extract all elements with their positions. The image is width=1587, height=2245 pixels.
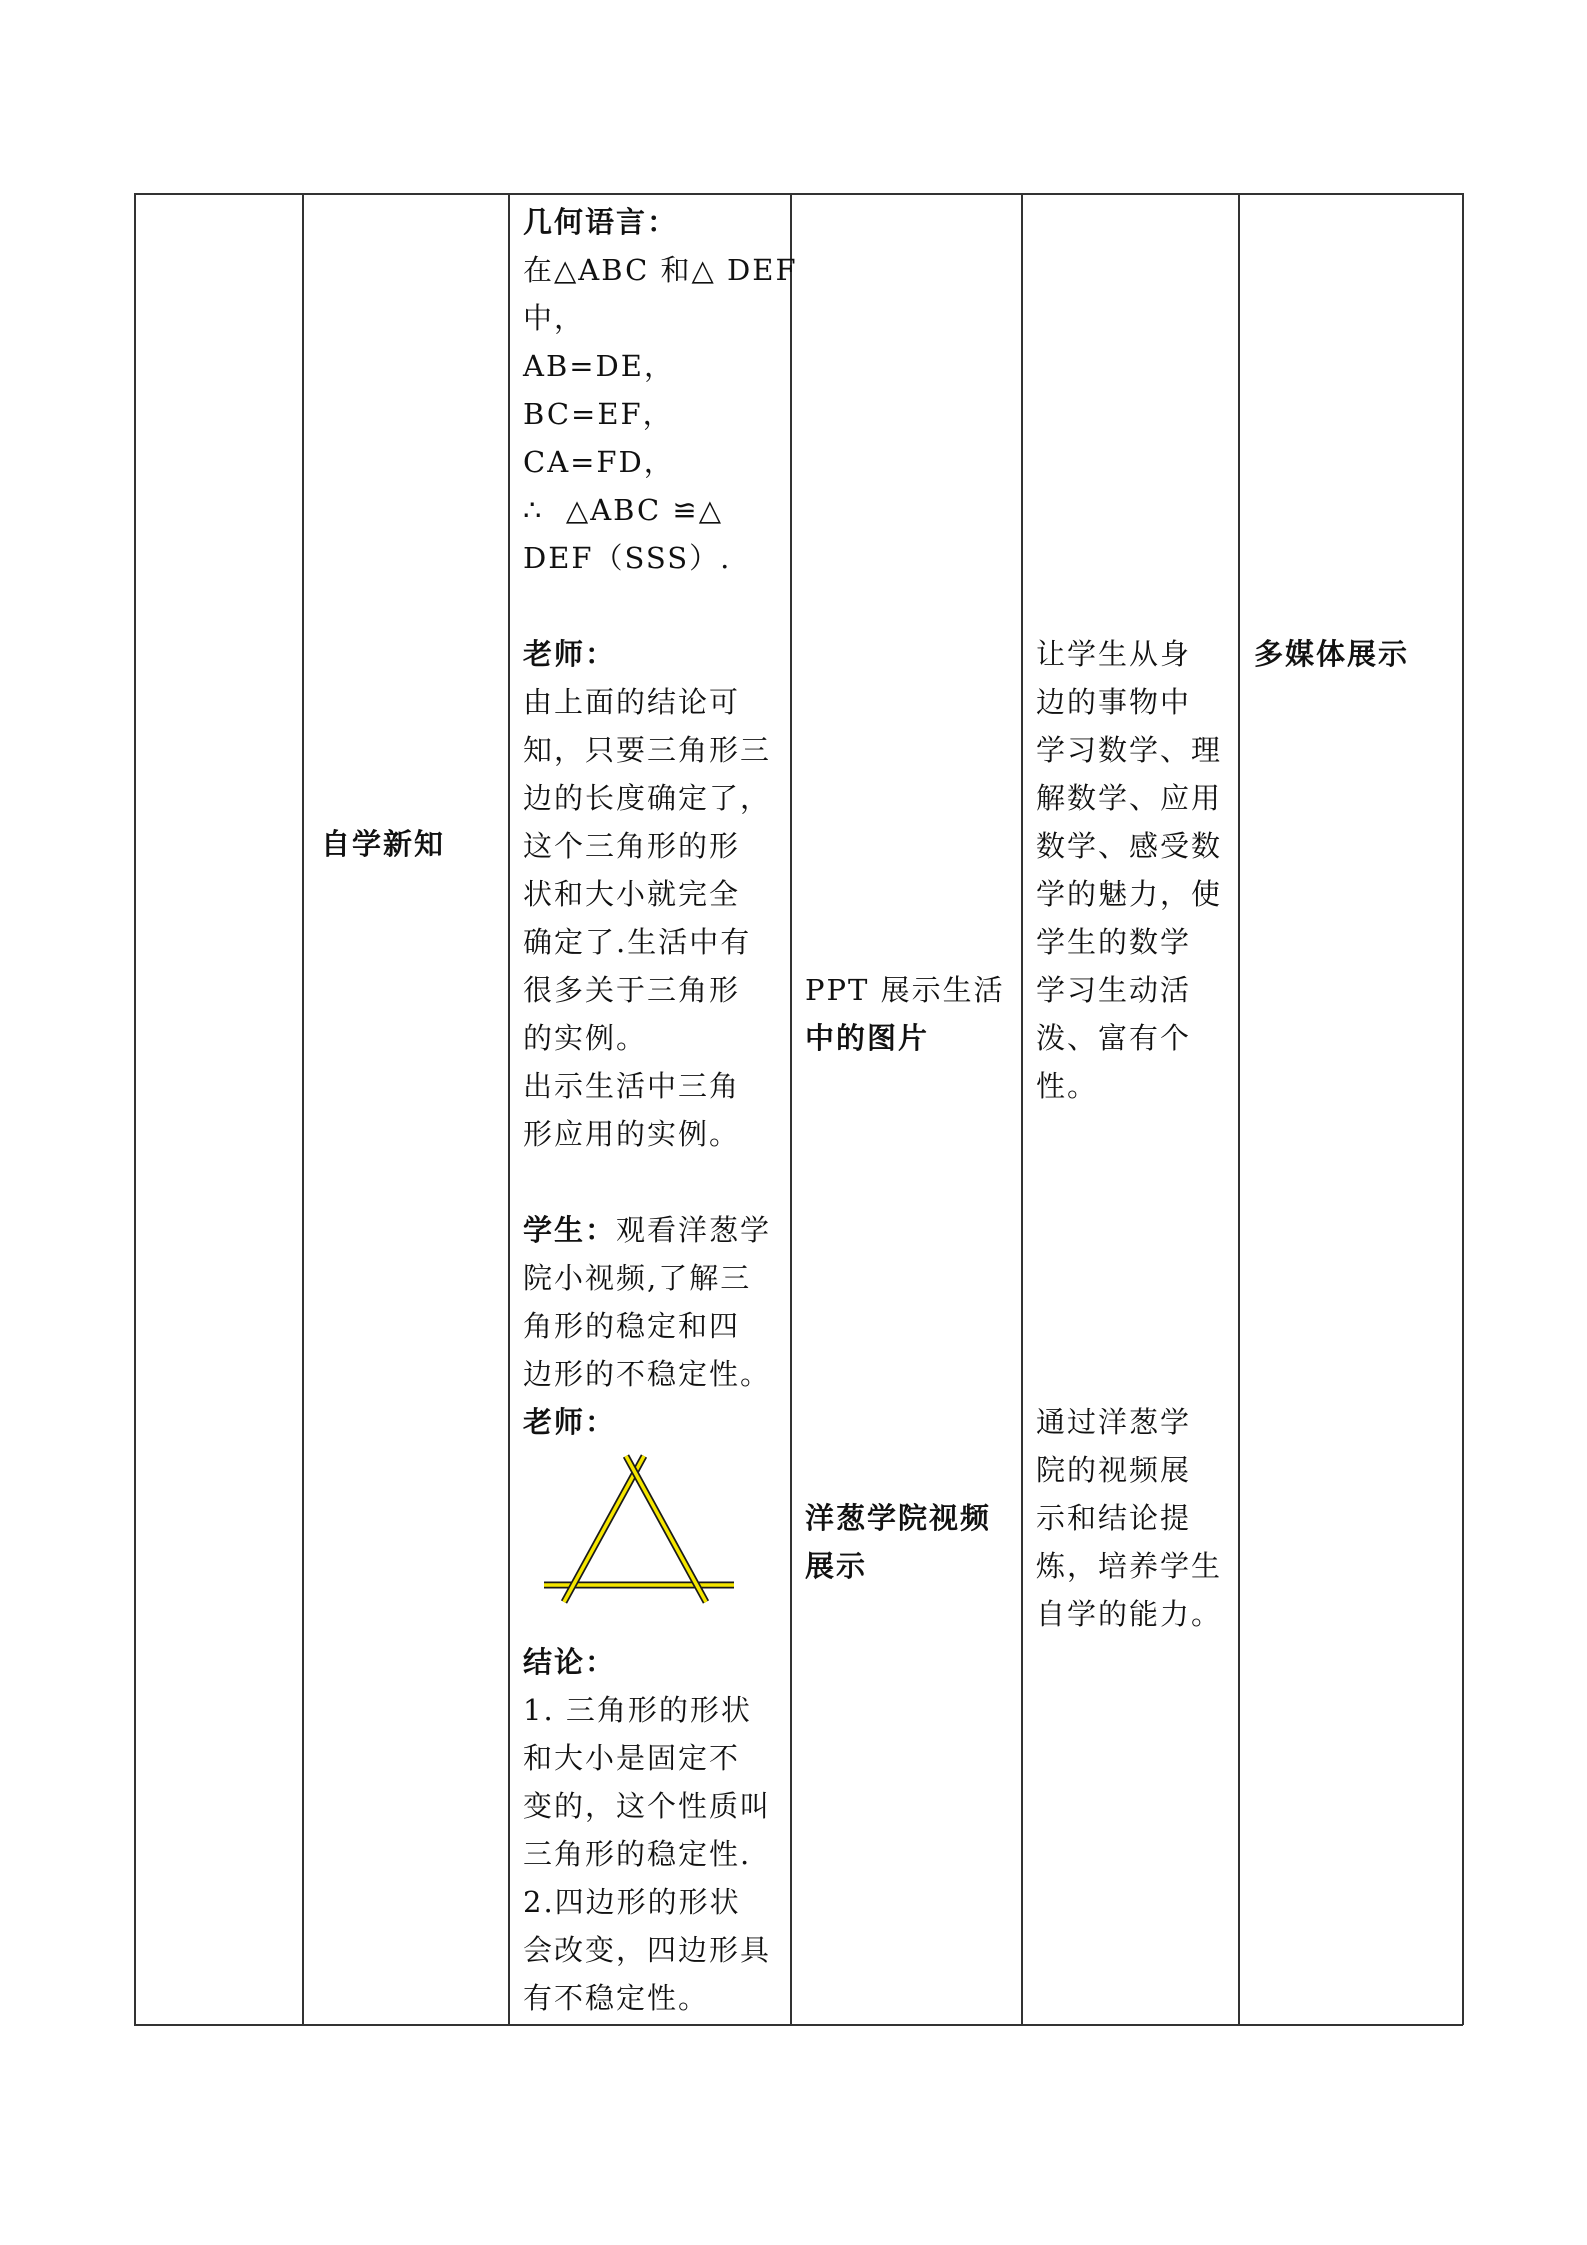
section-label: 自学新知 — [321, 827, 446, 861]
geometry-line: 在△ABC 和△ DEF — [523, 253, 798, 287]
student-line: 院小视频,了解三 — [523, 1261, 752, 1295]
conclusion-line: 1. 三角形的形状 — [523, 1693, 752, 1727]
student-text: 观看洋葱学 — [616, 1213, 772, 1247]
student-line: 角形的稳定和四 — [523, 1309, 741, 1343]
triangle-sticks-icon — [534, 1452, 744, 1607]
intent-line: 炼，培养学生 — [1036, 1549, 1223, 1583]
stick-left — [564, 1456, 644, 1602]
intent-line: 示和结论提 — [1036, 1501, 1192, 1535]
student-line — [523, 1206, 771, 1254]
intent-line: 通过洋葱学 — [1036, 1405, 1192, 1439]
intent-line: 学习数学、理 — [1036, 733, 1223, 767]
conclusion-heading: 结论： — [523, 1645, 617, 1679]
table-col-border-7 — [1462, 193, 1464, 2025]
teacher-heading: 老师： — [523, 637, 617, 671]
geometry-heading: 几何语言： — [523, 205, 679, 239]
intent-line: 院的视频展 — [1036, 1453, 1192, 1487]
intent-line: 学生的数学 — [1036, 925, 1192, 959]
conclusion-line: 三角形的稳定性. — [523, 1837, 752, 1871]
geometry-line: ∴ △ABC ≌△ — [523, 493, 723, 527]
conclusion-line: 和大小是固定不 — [523, 1741, 741, 1775]
intent-line: 泼、富有个 — [1036, 1021, 1192, 1055]
student-line: 边形的不稳定性。 — [523, 1357, 772, 1391]
table-top-border — [134, 193, 1463, 195]
conclusion-line: 有不稳定性。 — [523, 1981, 710, 2015]
media-line: 洋葱学院视频 — [805, 1501, 992, 1535]
teacher-line: 的实例。 — [523, 1021, 648, 1055]
geometry-line: DEF（SSS）. — [523, 541, 732, 575]
table-col-border-4 — [790, 193, 792, 2025]
stick-right — [626, 1456, 706, 1602]
teacher-line: 出示生活中三角 — [523, 1069, 741, 1103]
table-col-border-2 — [302, 193, 304, 2025]
intent-line: 解数学、应用 — [1036, 781, 1223, 815]
teacher-line: 边的长度确定了， — [523, 781, 772, 815]
geometry-line: CA=FD， — [523, 445, 675, 479]
conclusion-line: 变的，这个性质叫 — [523, 1789, 772, 1823]
table-bottom-border — [134, 2024, 1463, 2026]
teacher-line: 状和大小就完全 — [523, 877, 741, 911]
teacher-line: 知，只要三角形三 — [523, 733, 772, 767]
media-line: 中的图片 — [805, 1021, 930, 1055]
geometry-line: BC=EF， — [523, 397, 674, 431]
intent-line: 性。 — [1036, 1069, 1099, 1103]
media-line: PPT 展示生活 — [805, 973, 1005, 1007]
conclusion-line: 2.四边形的形状 — [523, 1885, 741, 1919]
intent-line: 学的魅力，使 — [1036, 877, 1223, 911]
intent-line: 数学、感受数 — [1036, 829, 1223, 863]
resource-label: 多媒体展示 — [1254, 637, 1410, 671]
teacher-heading-2: 老师： — [523, 1405, 617, 1439]
teacher-line: 由上面的结论可 — [523, 685, 741, 719]
table-col-border-1 — [134, 193, 136, 2025]
media-line: 展示 — [805, 1549, 868, 1583]
intent-line: 自学的能力。 — [1036, 1597, 1223, 1631]
geometry-line: 中， — [523, 301, 586, 335]
conclusion-line: 会改变，四边形具 — [523, 1933, 772, 1967]
table-col-border-5 — [1021, 193, 1023, 2025]
teacher-line: 确定了.生活中有 — [523, 925, 752, 959]
teacher-line: 这个三角形的形 — [523, 829, 741, 863]
intent-line: 边的事物中 — [1036, 685, 1192, 719]
intent-line: 学习生动活 — [1036, 973, 1192, 1007]
table-col-border-6 — [1238, 193, 1240, 2025]
table-col-border-3 — [508, 193, 510, 2025]
geometry-line: AB=DE， — [523, 349, 675, 383]
teacher-line: 形应用的实例。 — [523, 1117, 741, 1151]
teacher-line: 很多关于三角形 — [523, 973, 741, 1007]
intent-line: 让学生从身 — [1036, 637, 1192, 671]
student-label: 学生： — [523, 1213, 617, 1247]
